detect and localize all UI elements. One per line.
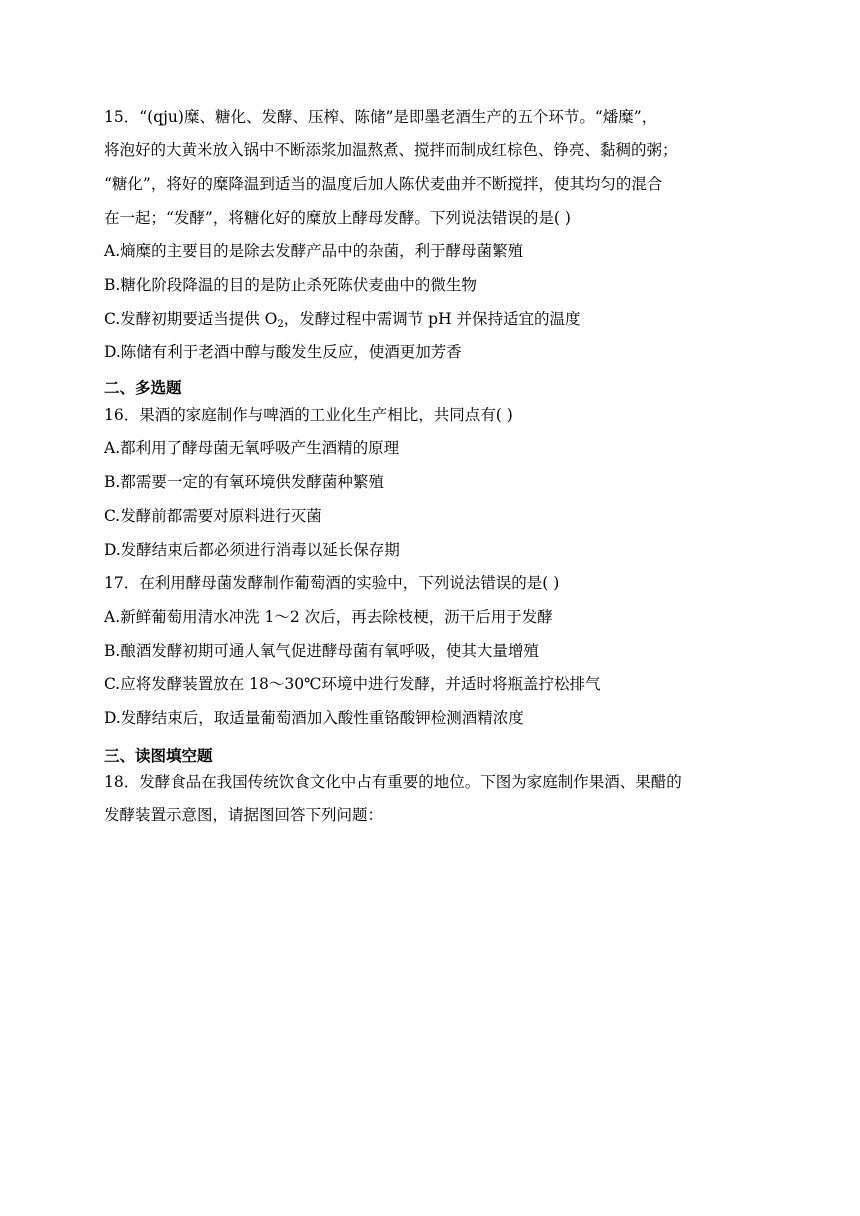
q17-stem: 17．在利用酵母菌发酵制作葡萄酒的实验中，下列说法错误的是( ) (104, 574, 560, 592)
q15-stem-line-4: 在一起；“发酵”，将糖化好的糜放上酵母发酵。下列说法错误的是( ) (104, 209, 571, 227)
section-heading-multiple-choice: 二、多选题 (104, 379, 182, 397)
q18-stem-line-1: 18．发酵食品在我国传统饮食文化中占有重要的地位。下图为家庭制作果酒、果醋的 (104, 773, 682, 791)
q15-stem-line-3: “糖化”，将好的糜降温到适当的温度后加人陈伏麦曲并不断搅拌，使其均匀的混合 (104, 175, 663, 193)
q17-option-c: C.应将发酵装置放在 18～30℃环境中进行发酵，并适时将瓶盖拧松排气 (104, 675, 601, 693)
q16-option-c: C.发酵前都需要对原料进行灭菌 (104, 507, 322, 525)
q15-option-b: B.糖化阶段降温的目的是防止杀死陈伏麦曲中的微生物 (104, 276, 477, 294)
q17-option-a: A.新鲜葡萄用清水冲洗 1～2 次后，再去除枝梗，沥干后用于发酵 (104, 608, 553, 626)
q16-option-d: D.发酵结束后都必须进行消毒以延长保存期 (104, 541, 400, 559)
q15-option-c-subscript: 2 (277, 319, 284, 330)
q15-option-a: A.熵糜的主要目的是除去发酵产品中的杂菌，利于酵母菌繁殖 (104, 242, 524, 260)
q16-option-a: A.都利用了酵母菌无氧呼吸产生酒精的原理 (104, 439, 400, 457)
q15-option-d: D.陈储有利于老酒中醇与酸发生反应，使酒更加芳香 (104, 343, 462, 361)
q17-option-b: B.酿酒发酵初期可通人氧气促进酵母菌有氧呼吸，使其大量增殖 (104, 642, 539, 660)
q16-option-b: B.都需要一定的有氧环境供发酵菌种繁殖 (104, 473, 384, 491)
q17-option-d: D.发酵结束后，取适量葡萄酒加入酸性重铬酸钾检测酒精浓度 (104, 709, 524, 727)
q15-option-c (104, 309, 581, 329)
q15-option-c-text: C.发酵初期要适当提供 O (104, 310, 278, 328)
q18-stem-line-2: 发酵装置示意图，请据图回答下列问题： (104, 806, 384, 824)
section-heading-diagram-fill: 三、读图填空题 (104, 747, 213, 765)
q15-option-c-text-rest: ，发酵过程中需调节 pH 并保持适宜的温度 (283, 310, 581, 328)
q15-stem-line-2: 将泡好的大黄米放入锅中不断添浆加温熬煮、搅拌而制成红棕色、铮亮、黏稠的粥； (104, 141, 678, 159)
q16-stem: 16．果酒的家庭制作与啤酒的工业化生产相比，共同点有( ) (104, 406, 513, 424)
q15-stem-line-1: 15．“(qju)糜、糖化、发酵、压榨、陈储”是即墨老酒生产的五个环节。“燔糜”， (104, 108, 658, 126)
